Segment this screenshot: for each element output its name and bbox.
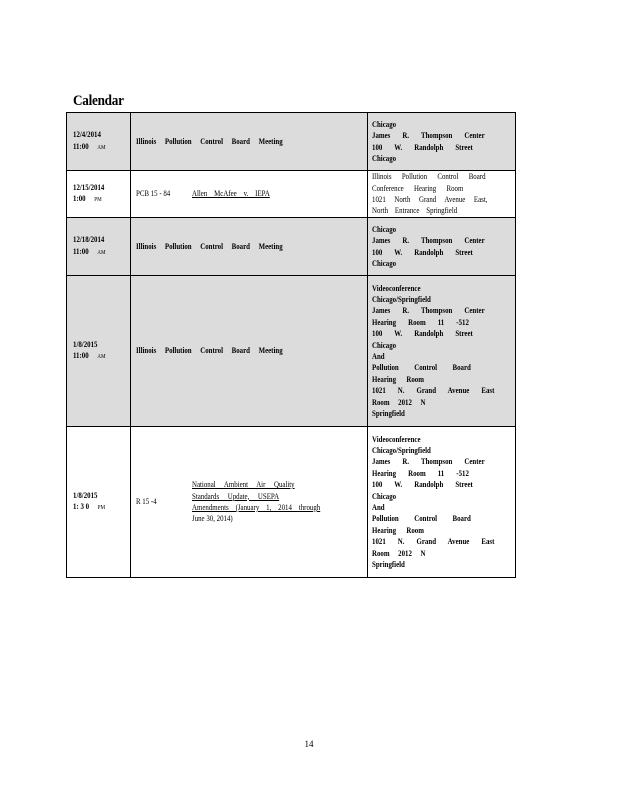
table-row	[67, 171, 516, 218]
location-line: Chicago	[372, 119, 397, 129]
description-line: National Ambient Air Quality	[191, 480, 295, 490]
ampm-text: PM	[94, 197, 102, 203]
location-line: Springfield	[372, 409, 405, 419]
location-line: Pollution Control Board	[372, 514, 471, 524]
location-line: Videoconference	[372, 434, 421, 444]
location-line: Hearing Room 11 -512	[372, 317, 469, 327]
date-text: 1/8/2015	[73, 490, 98, 500]
table-row	[67, 113, 516, 171]
location-line: North Entrance Springfield	[372, 206, 458, 216]
description-line: Amendments (January 1, 2014 through	[191, 503, 320, 512]
location-line: Conference Hearing Room	[372, 183, 464, 193]
ampm-text: AM	[97, 249, 106, 256]
time-text: 11:00	[73, 351, 89, 360]
calendar-table	[66, 112, 516, 578]
location-cell	[368, 218, 516, 276]
page-number: 14	[304, 739, 314, 749]
location-line: James R. Thompson Center	[372, 236, 485, 246]
location-line: 1021 N. Grand Avenue East	[372, 537, 495, 547]
time-text: 1:00	[73, 194, 86, 203]
location-line: 100 W. Randolph Street	[372, 329, 473, 339]
location-line: James R. Thompson Center	[372, 306, 485, 316]
description-line: Allen McAfee v. IEPA	[191, 189, 270, 199]
time-text: 1: 3 0	[73, 502, 90, 511]
table-row	[67, 218, 516, 276]
description-line: June 30, 2014)	[191, 514, 233, 524]
event-text: Illinois Pollution Control Board Meeting	[136, 136, 283, 146]
location-line: Chicago	[372, 491, 397, 501]
location-line: Chicago/Springfield	[372, 445, 431, 455]
location-line: Chicago	[372, 224, 397, 234]
location-line: Chicago	[372, 153, 397, 163]
event-cell	[131, 113, 368, 171]
location-line: Pollution Control Board	[372, 363, 471, 373]
event-text: Illinois Pollution Control Board Meeting	[136, 241, 283, 251]
location-line: Room 2012 N	[372, 397, 426, 407]
location-line: Hearing Room 11 -512	[372, 468, 469, 478]
case-number: PCB 15 - 84	[136, 189, 171, 199]
date-cell	[67, 171, 131, 218]
location-line: 100 W. Randolph Street	[372, 480, 473, 490]
case-cell	[131, 171, 192, 218]
location-line: Chicago	[372, 258, 397, 268]
table-row	[67, 276, 516, 427]
event-text: Illinois Pollution Control Board Meeting	[136, 346, 283, 356]
date-cell	[67, 276, 131, 427]
location-line: 1021 North Grand Avenue East,	[372, 195, 488, 204]
date-cell	[67, 113, 131, 171]
location-line: Hearing Room	[372, 525, 424, 535]
location-cell	[368, 276, 516, 427]
ampm-text: PM	[97, 505, 106, 511]
event-cell	[131, 276, 368, 427]
location-line: 100 W. Randolph Street	[372, 247, 473, 257]
date-text: 12/15/2014	[73, 182, 105, 192]
table-row	[67, 427, 516, 578]
date-text: 12/4/2014	[73, 130, 101, 140]
location-cell	[368, 171, 516, 218]
description-cell	[192, 171, 368, 218]
location-line: Room 2012 N	[372, 548, 426, 558]
ampm-text: AM	[97, 144, 106, 151]
location-line: And	[372, 503, 385, 512]
location-cell	[368, 113, 516, 171]
location-line: 100 W. Randolph Street	[372, 142, 473, 152]
location-line: Videoconference	[372, 283, 421, 293]
description-cell	[192, 427, 368, 578]
page-title: Calendar	[73, 93, 124, 109]
time-text: 11:00	[73, 141, 89, 151]
location-line: Chicago	[372, 340, 397, 350]
ampm-text: AM	[97, 354, 106, 360]
description-line: Standards Update, USEPA	[191, 491, 279, 501]
event-cell	[131, 218, 368, 276]
case-number: R 15 -4	[136, 497, 157, 507]
location-line: James R. Thompson Center	[372, 457, 485, 467]
location-line: Hearing Room	[372, 374, 424, 384]
location-line: Chicago/Springfield	[372, 294, 431, 304]
location-line: Springfield	[372, 560, 405, 570]
location-cell	[368, 427, 516, 578]
time-text: 11:00	[73, 246, 89, 256]
case-cell	[131, 427, 192, 578]
location-line: Illinois Pollution Control Board	[372, 172, 486, 182]
location-line: And	[372, 352, 385, 361]
date-cell	[67, 218, 131, 276]
date-text: 1/8/2015	[73, 339, 98, 349]
location-line: 1021 N. Grand Avenue East	[372, 386, 495, 396]
location-line: James R. Thompson Center	[372, 131, 485, 141]
date-cell	[67, 427, 131, 578]
date-text: 12/18/2014	[73, 235, 105, 245]
